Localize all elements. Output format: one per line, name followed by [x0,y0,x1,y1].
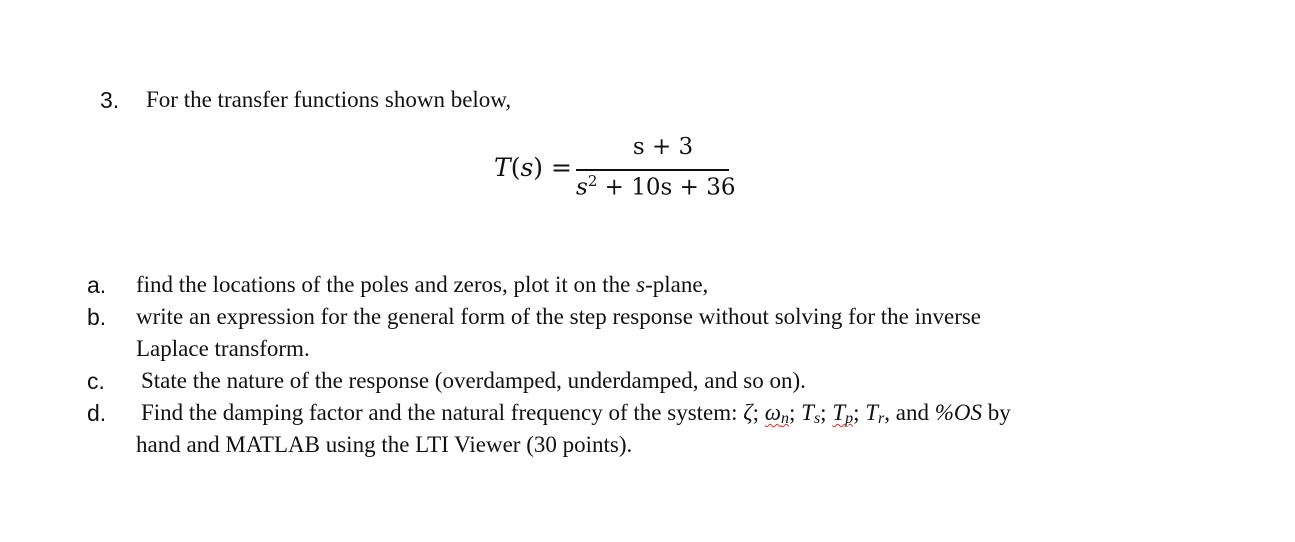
item-d-letter: d. [87,400,107,426]
item-b-line1: write an expression for the general form of the step response without solving for the inverse [136,304,982,329]
fraction-bar [576,169,729,171]
item-d-line2: hand and MATLAB using the LTI Viewer (30 points). [136,432,633,457]
equation-numerator: s + 3 [632,134,694,160]
item-b-letter: b. [87,304,107,330]
omega-n-symbol: ωn [764,400,789,427]
tp-symbol: Tp [832,400,854,427]
ts-symbol: Ts [801,400,821,427]
tr-symbol: Tr [865,400,885,427]
question-intro: For the transfer functions shown below, [146,87,512,112]
equation-denominator: $s^2 + 10s + 36$ [576,172,736,201]
item-a-letter: a. [87,272,107,298]
item-b-line2: Laplace transform. [136,336,310,361]
item-c-letter: c. [87,368,105,394]
question-number: 3. [100,87,120,113]
os-symbol: %OS [934,400,983,425]
equation-lhs: T(s) = [494,153,572,182]
item-a-text: find the locations of the poles and zeros, plot it on the s-plane, [136,272,709,297]
item-d-line1: Find the damping factor and the natural frequency of the system: ζ; ωn; Ts; Tp; Tr, and %OS by [141,400,1011,427]
zeta-symbol: ζ [743,400,753,425]
item-c-text: State the nature of the response (overdamped, underdamped, and so on). [141,368,806,393]
